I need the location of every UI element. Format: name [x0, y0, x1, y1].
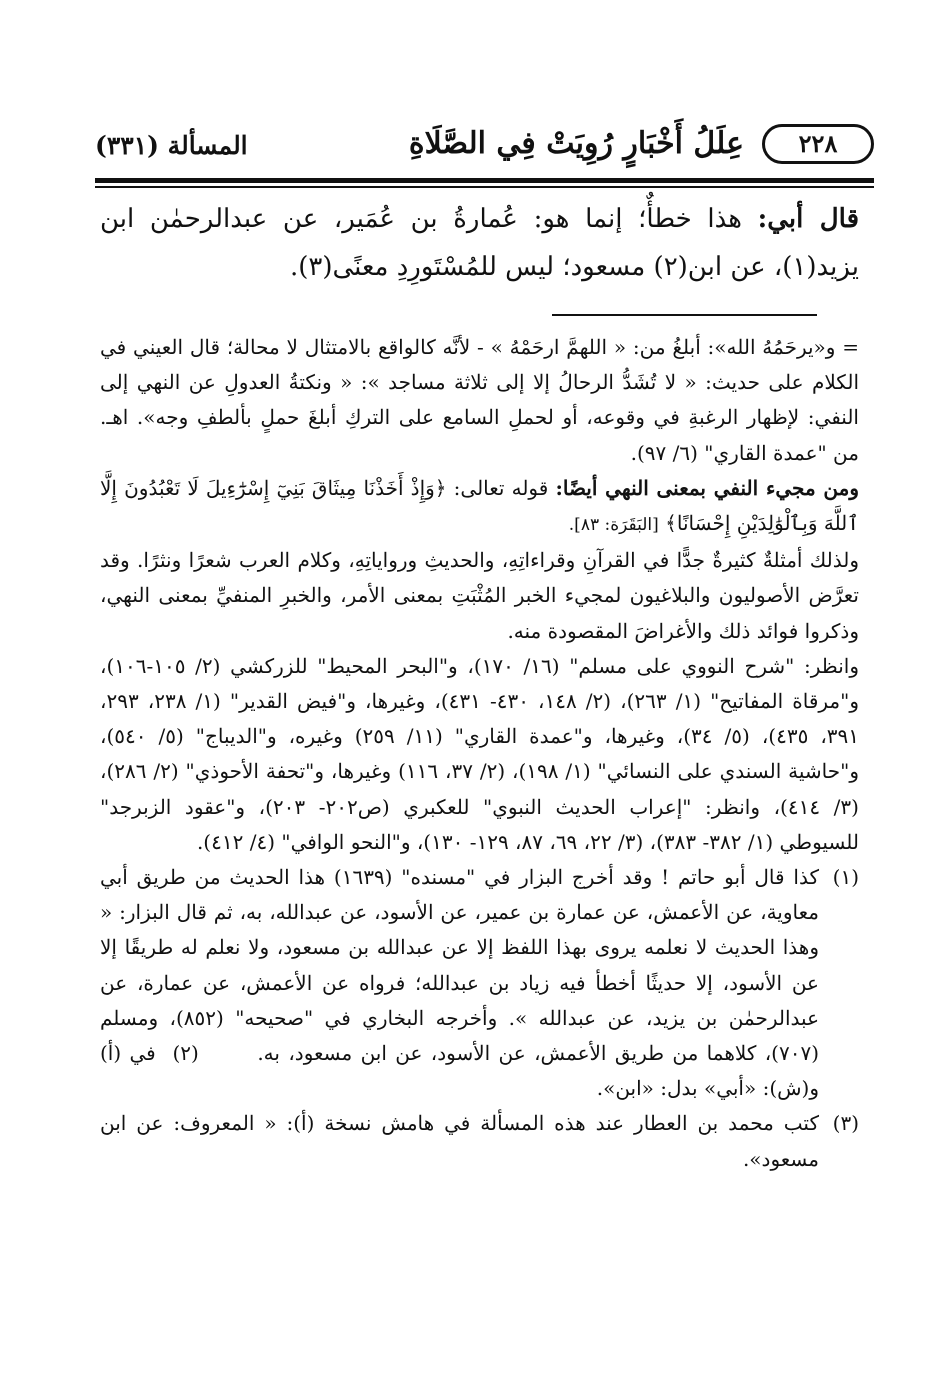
main-paragraph	[100, 195, 859, 291]
footnote-3	[100, 1106, 859, 1176]
footnotes	[100, 330, 859, 1177]
footnote-2-text: في (أ) و(ش): «أبي» بدل: «ابن».	[100, 1041, 819, 1101]
footnote-1	[100, 860, 859, 1106]
footnote-continuation	[100, 471, 859, 543]
footnote-continuation: = و«يرحَمُهُ الله»: أبلغُ من: « اللهمَّ ارحَمْهُ » - لأنَّه كالواقع بالامتثال لا محالة؛ قال العيني في الكلام على حديث: « لا تُشَدُّ الرحالُ إلا إلى ثلاثة مساجد »: « ونكتةُ العدولِ عن النهي إلى النفي: لإظهار الرغبةِ في وقوعه، أو لحملِ السامع على التركِ أبلغَ حملٍ بألطفِ وجه». اهـ. من "عمدة القاري" (٦/ ٩٧).	[100, 335, 859, 465]
footnote-number: (١)	[832, 865, 859, 890]
footnote-emphasis: ومن مجيء النفي بمعنى النهي أيضًا:	[555, 475, 859, 500]
main-body: هذا خطأٌ؛ إنما هو: عُمارةُ بن عُمَير، عن عبدالرحمٰن ابن يزيد(١)، عن ابن(٢) مسعود؛ ليس للمُسْتَورِدِ معنًى(٣).	[100, 204, 859, 282]
footnote-number: (٣)	[832, 1111, 859, 1136]
quran-verse: قوله تعالى: ﴿وَإِذْ أَخَذْنَا مِيثَاقَ بَنِيٓ إِسْرَٰٓءِيلَ لَا تَعْبُدُونَ إِلَّا ٱللَّهَ وَبِٱلْوَٰلِدَيْنِ إِحْسَانًا﴾	[100, 475, 859, 536]
speaker: قال أبي:	[757, 204, 860, 234]
footnote-text	[100, 860, 819, 1106]
footnote-references: وانظر: "شرح النووي على مسلم" (١٦/ ١٧٠)، و"البحر المحيط" للزركشي (٢/ ١٠٥-١٠٦)، و"مرقاة المفاتيح" (١/ ٢٦٣)، (٢/ ١٤٨، ٤٣٠- ٤٣١)، وغيرها، و"فيض القدير" (١/ ٢٣٨، ٢٩٣، ٣٩١، ٤٣٥)، (٥/ ٣٤)، وغيرها، و"عمدة القاري" (١١/ ٢٥٩) وغيره، و"الديباج" (٥/ ٥٤٠)، و"حاشية السندي على النسائي" (١/ ١٩٨)، (٢/ ٣٧، ١١٦) وغيرها، و"تحفة الأحوذي" (٢/ ٢٨٦)، (٣/ ٤١٤)، وانظر: "إعراب الحديث النبوي" للعكبري (ص٢٠٢- ٢٠٣)، و"عقود الزبرجد" للسيوطي (١/ ٣٨٢- ٣٨٣)، (٣/ ٢٢، ٦٩، ٨٧، ١٢٩- ١٣٠)، و"النحو الوافي" (٤/ ٤١٢).	[100, 653, 860, 854]
running-header	[95, 122, 874, 174]
page-number: ٢٢٨	[762, 124, 874, 164]
footnote-separator	[552, 314, 817, 316]
quran-reference: [البَقَرَة: ٨٣].	[568, 515, 659, 536]
section-title: المسألة (٣٣١)	[95, 131, 248, 160]
main-text	[100, 195, 859, 291]
header-rule-thin	[95, 186, 874, 188]
footnote-2-number: (٢)	[172, 1041, 199, 1066]
footnote-text: كتب محمد بن العطار عند هذه المسألة في هامش نسخة (أ): « المعروف: عن ابن مسعود».	[100, 1111, 819, 1171]
footnote-1-text: كذا قال أبو حاتم ! وقد أخرج البزار في "مسنده" (١٦٣٩) هذا الحديث من طريق أبي معاوية، عن الأعمش، عن عمارة بن عمير، عن الأسود، عن عبدالله، به، ثم قال البزار: « وهذا الحديث لا نعلمه يروى بهذا اللفظ إلا عن عبدالله بن مسعود، ولا نعلم له طريقًا إلا عن الأسود، إلا حديثًا أخطأ فيه زياد بن عبدالله؛ فرواه عن الأعمش، عن عمارة، عن عبدالرحمٰن بن يزيد، عن عبدالله ». وأخرجه البخاري في "صحيحه" (٨٥٢)، ومسلم (٧٠٧)، كلاهما من طريق الأعمش، عن الأسود، عن ابن مسعود، به.	[100, 865, 819, 1066]
footnote-continuation: ولذلك أمثلةٌ كثيرةٌ جدًّا في القرآنِ وقراءاتِهِ، والحديثِ ورواياتِهِ، وكلام العرب شعرًا ونثرًا. وقد تعرَّض الأصوليون والبلاغيون لمجيء الخبر المُثْبَتِ بمعنى الأمر، والخبرِ المنفيِّ بمعنى النهي، وذكروا فوائد ذلك والأغراضَ المقصودة منه.	[100, 548, 860, 643]
book-title: عِلَلُ أَخْبَارٍ رُوِيَتْ فِي الصَّلَاةِ	[408, 126, 744, 161]
header-rule-thick	[95, 178, 874, 183]
